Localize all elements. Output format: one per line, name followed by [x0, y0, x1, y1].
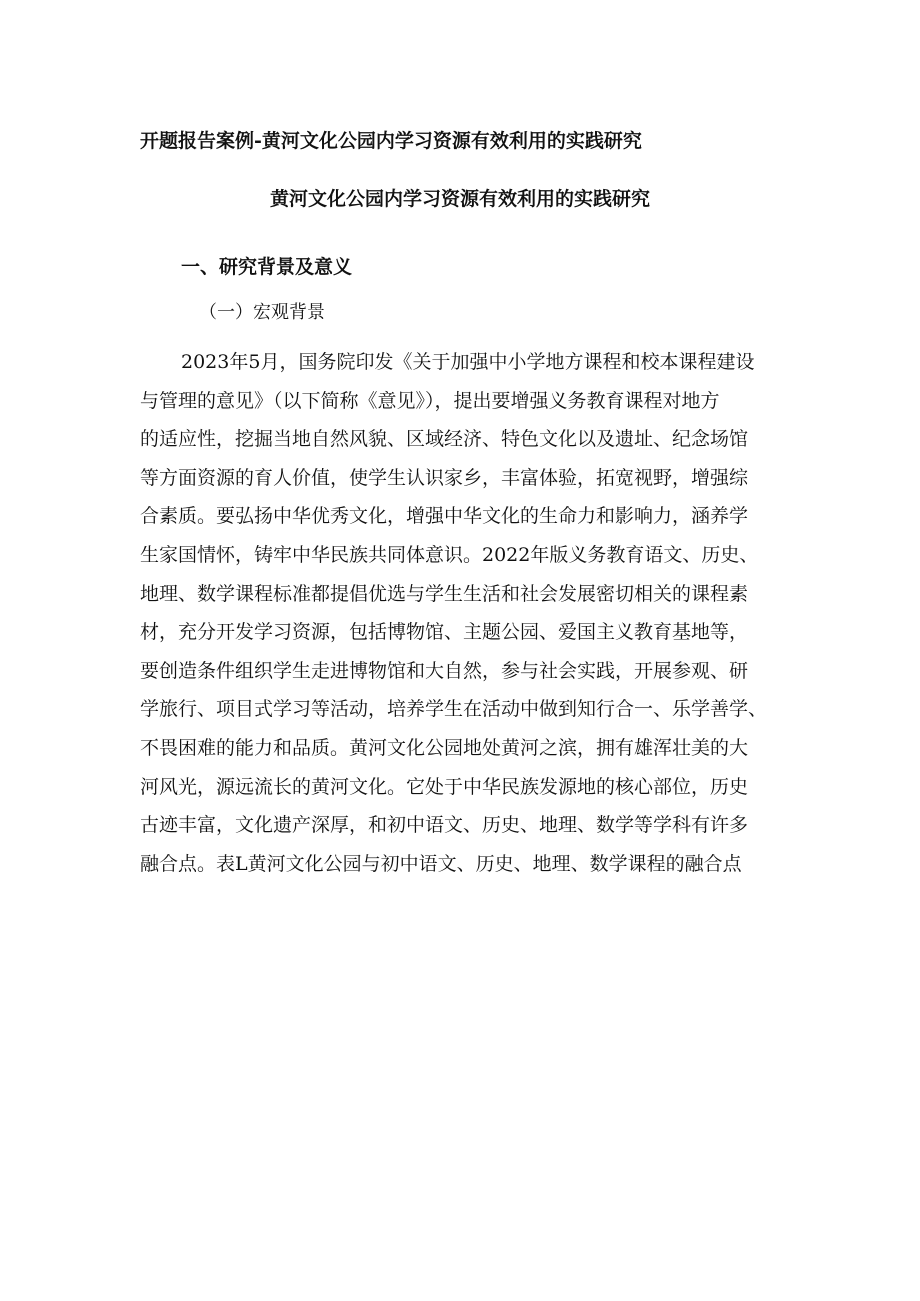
document-title: 黄河文化公园内学习资源有效利用的实践研究	[269, 188, 650, 210]
paragraph-line: 要创造条件组织学生走进博物馆和大自然，参与社会实践，开展参观、研	[140, 659, 749, 682]
paragraph-line: 材，充分开发学习资源，包括博物馆、主题公园、爱国主义教育基地等，	[140, 621, 749, 644]
paragraph-line: 河风光，源远流长的黄河文化。它处于中华民族发源地的核心部位，历史	[140, 775, 749, 798]
paragraph-line: 古迹丰富，文化遗产深厚，和初中语文、历史、地理、数学等学科有许多	[140, 814, 749, 837]
paragraph-line: 融合点。表L黄河文化公园与初中语文、历史、地理、数学课程的融合点	[140, 852, 742, 875]
paragraph-line: 地理、数学课程标准都提倡优选与学生生活和社会发展密切相关的课程素	[140, 582, 749, 605]
body-paragraph	[140, 343, 780, 883]
paragraph-line: 2023年5月，国务院印发《关于加强中小学地方课程和校本课程建设	[181, 351, 755, 373]
document-heading: 开题报告案例-黄河文化公园内学习资源有效利用的实践研究	[140, 130, 642, 152]
paragraph-line: 学旅行、项目式学习等活动，培养学生在活动中做到知行合一、乐学善学、	[140, 698, 768, 721]
paragraph-line: 的适应性，挖掘当地自然风貌、区域经济、特色文化以及遗址、纪念场馆	[140, 428, 749, 451]
paragraph-line: 不畏困难的能力和品质。黄河文化公园地处黄河之滨，拥有雄浑壮美的大	[140, 736, 749, 759]
paragraph-line: 生家国情怀，铸牢中华民族共同体意识。2022年版义务教育语文、历史、	[140, 543, 759, 566]
paragraph-line: 与管理的意见》（以下简称《意见》），提出要增强义务教育课程对地方	[140, 389, 720, 412]
paragraph-line: 等方面资源的育人价值，使学生认识家乡，丰富体验，拓宽视野，增强综	[140, 466, 749, 489]
section-heading: 一、研究背景及意义	[181, 256, 353, 278]
paragraph-line: 合素质。要弘扬中华优秀文化，增强中华文化的生命力和影响力，涵养学	[140, 505, 749, 528]
subsection-heading: （一）宏观背景	[199, 302, 325, 323]
